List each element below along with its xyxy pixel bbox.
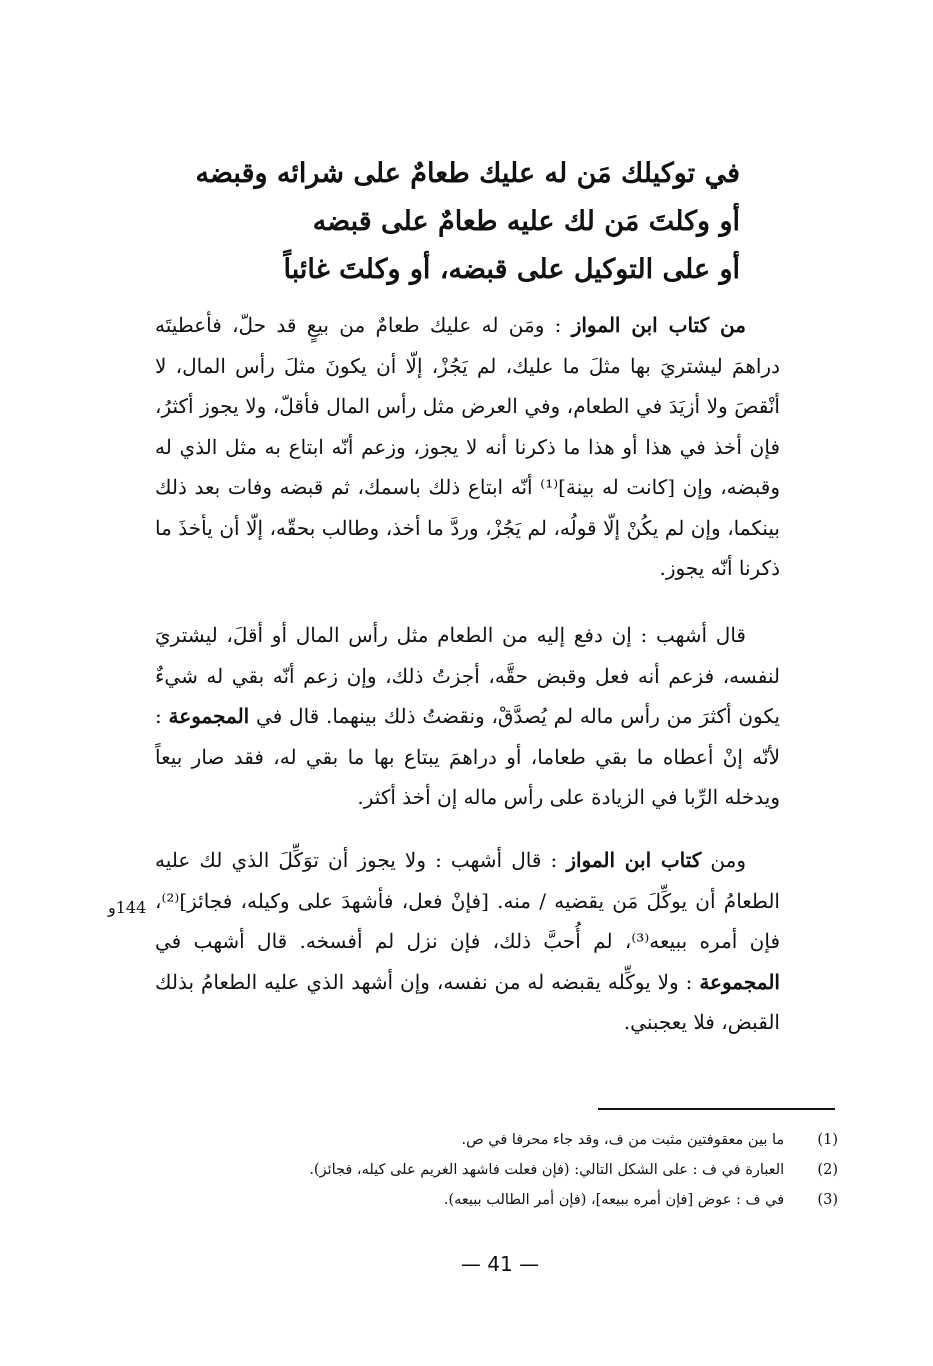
heading-line-1: في توكيلك مَن له عليك طعامٌ على شرائه وقبضه xyxy=(195,158,740,189)
footnote-3 xyxy=(200,1185,838,1215)
footnote-2 xyxy=(200,1155,838,1185)
footnote-1 xyxy=(200,1125,838,1155)
paragraph-1-text: : ومَن له عليك طعامٌ من بيعٍ قد حلّ، فأعطيتَه دراهمَ ليشتريَ بها مثلَ ما عليك، لم يَجُزْ، إلّا أن يكونَ مثلَ رأس المال، لا أنْقصَ ولا أزيَدَ في الطعام، وفي العرض مثل رأس المال فأقلّ، ولا يجوز أكثرُ، فإن أخذ في هذا أو هذا ما ذكرنا أنه لا يجوز، وزعم أنّه ابتاع به مثل الذي له وقبضه، وإن [كانت له بينة]⁽¹⁾ أنّه ابتاع ذلك باسمك، ثم قبضه وفات بعد ذلك بينكما، وإن لم يكُنْ إلّا قولُه، لم يَجُزْ، وردَّ ما أخذ، وطالب بحقّه، إلّا أن يأخذَ ما ذكرنا أنّه يجوز. xyxy=(155,313,781,580)
paragraph-3-text-2: : قال أشهب : ولا يجوز أن توَكِّلَ الذي لك عليه الطعامُ أن يوكِّلَ مَن يقضيه / منه. [فإنْ فعل، فأشهدَ على وكيله، فجائز]⁽²⁾، فإن أمره ببيعه⁽³⁾، لم أُحبَّ ذلك، فإن نزل لم أفسخه. قال أشهب في xyxy=(155,848,780,953)
paragraph-1 xyxy=(155,305,780,589)
heading-line-3: أو على التوكيل على قبضه، أو وكلتَ غائباً xyxy=(283,254,740,285)
footnotes xyxy=(200,1125,838,1215)
footnote-1-number: (1) xyxy=(817,1132,838,1148)
paragraph-3 xyxy=(155,840,780,1043)
footnote-2-text: العبارة في ف : على الشكل التالي: (فإن فعلت فاشهد الغريم على كيله، فجائز). xyxy=(309,1162,785,1178)
paragraph-2-text-2: : لأنّه إنْ أعطاه ما بقي طعاما، أو دراهمَ يبتاع بها ما بقي له، فقد صار بيعاً ويدخله الرِّبا في الزيادة على رأس ماله إن أخذ أكثر. xyxy=(155,704,780,809)
paragraph-3-text-1: ومن xyxy=(701,848,747,872)
paragraph-1-source: من كتاب ابن المواز xyxy=(571,313,746,337)
paragraph-2-source: المجموعة xyxy=(168,704,250,728)
footnote-2-number: (2) xyxy=(817,1162,838,1178)
footnote-3-number: (3) xyxy=(817,1192,838,1208)
paragraph-3-source-1: كتاب ابن المواز xyxy=(566,848,702,872)
manuscript-folio-note: 144و xyxy=(108,898,147,917)
paragraph-3-source-2: المجموعة xyxy=(699,969,780,994)
page-number: — 41 — xyxy=(460,1252,540,1276)
chapter-heading xyxy=(120,150,740,294)
paragraph-2 xyxy=(155,615,780,818)
footnote-divider xyxy=(598,1108,835,1110)
heading-line-2: أو وكلتَ مَن لك عليه طعامٌ على قبضه xyxy=(312,206,740,237)
footnote-1-text: ما بين معقوفتين مثبت من ف، وقد جاء محرفا في ص. xyxy=(461,1132,785,1148)
footnote-3-text: في ف : عوض [فإن أمره ببيعه]، (فإن أمر الطالب ببيعه). xyxy=(443,1192,785,1208)
paragraph-3-text-3: : ولا يوكِّله يقبضه له من نفسه، وإن أشهد الذي عليه الطعامُ بذلك القبض، فلا يعجبني. xyxy=(155,969,780,1034)
paragraph-2-text-1: قال أشهب : إن دفع إليه من الطعام مثل رأس المال أو أقلَ، ليشتريَ لنفسه، فزعم أنه فعل وقبض حقَّه، أجزتُ ذلك، وإن زعم أنّه بقي له شيءٌ يكون أكثرَ من رأس ماله لم يُصدَّقْ، ونقضتُ ذلك بينهما. قال في xyxy=(155,623,780,728)
